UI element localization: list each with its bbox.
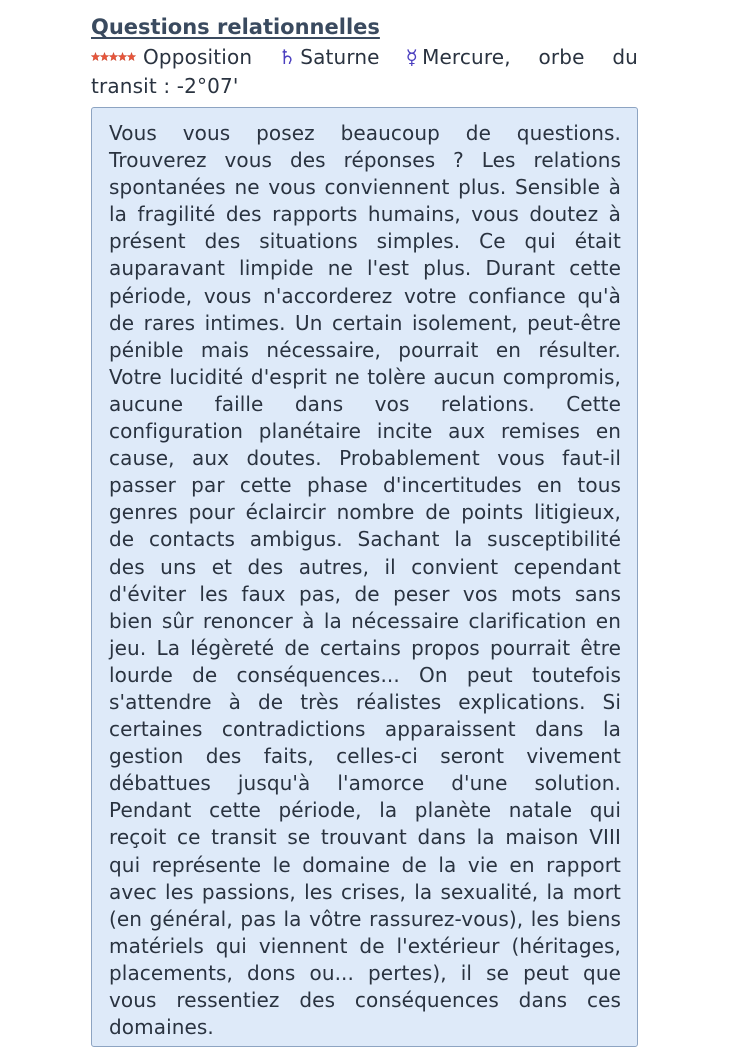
natal-planet-orb: Mercure, orbe du transit : -2°07' — [91, 45, 638, 98]
aspect-line — [91, 43, 638, 101]
rating-stars-icon — [91, 52, 137, 62]
interpretation-text: Vous vous posez beaucoup de questions. Trouverez vous des réponses ? Les relations spontanées ne vous conviennent plus. Sensible à la fragilité des rapports humains, vous doutez à présent des situations simples. Ce qui était auparavant limpide ne l'est plus. Durant cette période, vous n'accorderez votre confiance qu'à de rares intimes. Un certain isolement, peut-être pénible mais nécessaire, pourrait en résulter. Votre lucidité d'esprit ne tolère aucun compromis, aucune faille dans vos relations. Cette configuration planétaire incite aux remises en cause, aux doutes. Probablement vous faut-il passer par cette phase d'incertitudes en tous genres pour éclaircir nombre de points litigieux, de contacts ambigus. Sachant la susceptibilité des uns et des autres, il convient cependant d'éviter les faux pas, de peser vos mots sans bien sûr renoncer à la nécessaire clarification en jeu. La légèreté de certains propos pourrait être lourde de conséquences... On peut toutefois s'attendre à de très réalistes explications. Si certaines contradictions apparaissent dans la gestion des faits, celles-ci seront vivement débattues jusqu'à l'amorce d'une solution. Pendant cette période, la planète natale qui reçoit ce transit se trouvant dans la maison VIII qui représente le domaine de la vie en rapport avec les passions, les crises, la sexualité, la mort (en général, pas la vôtre rassurez-vous), les biens matériels qui viennent de l'extérieur (héritages, placements, dons ou... pertes), il se peut que vous ressentiez des conséquences dans ces domaines. — [109, 121, 621, 1040]
transit-section — [91, 12, 638, 1047]
star-icon — [91, 52, 99, 60]
star-icon — [127, 52, 135, 60]
saturn-icon: ♄ — [278, 45, 297, 69]
star-icon — [109, 52, 117, 60]
section-title[interactable]: Questions relationnelles — [91, 15, 380, 39]
star-icon — [100, 52, 108, 60]
transit-planet-name: Saturne — [300, 45, 380, 69]
star-icon — [118, 52, 126, 60]
mercury-icon: ☿ — [405, 45, 419, 69]
interpretation-box — [91, 107, 638, 1047]
aspect-name: Opposition — [143, 45, 253, 69]
